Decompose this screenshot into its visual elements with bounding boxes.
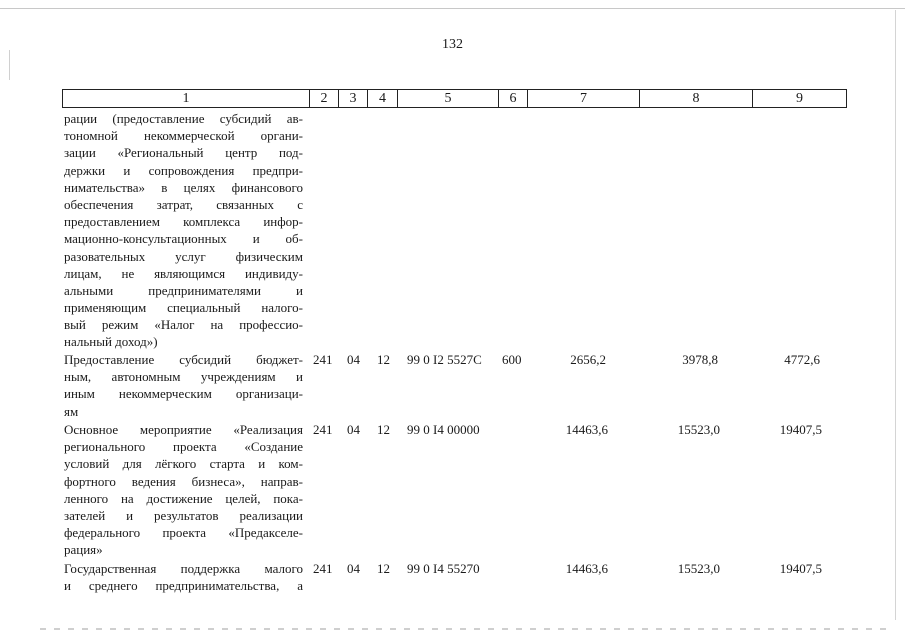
text-line: применяющим специальный налого- [64, 300, 303, 316]
cell-col-9: 4772,6 [784, 352, 820, 367]
text-line: иным некоммерческим организаци- [64, 386, 303, 402]
text-line: фортного ведения бизнеса», направ- [64, 473, 303, 489]
row-description [64, 421, 303, 559]
header-col-2: 2 [310, 90, 339, 107]
cell-col-5: 99 0 I2 5527C [407, 352, 482, 367]
cell-col-9: 19407,5 [779, 561, 822, 576]
cell-col-7: 14463,6 [565, 561, 608, 576]
cell-col-2: 241 [313, 422, 333, 437]
text-line: мационно-консультационных и об- [64, 231, 303, 247]
text-line: условий для лёгкого старта и ком- [64, 456, 303, 472]
cell-col-3: 04 [347, 561, 360, 576]
scan-edge-top [0, 8, 905, 9]
text-line: федерального проекта «Предакселе- [64, 525, 303, 541]
row-description [64, 351, 303, 420]
cell-col-9: 19407,5 [779, 422, 822, 437]
cell-col-3: 04 [347, 422, 360, 437]
header-col-9: 9 [796, 91, 803, 106]
text-line: рация» [64, 542, 103, 558]
header-col-6: 6 [499, 90, 528, 107]
continuation-text [64, 110, 303, 351]
text-line: нимательства» в целях финансового [64, 179, 303, 195]
header-col-5: 5 [398, 90, 499, 107]
cell-col-6: 600 [502, 352, 522, 367]
text-line: зателей и результатов реализации [64, 507, 303, 523]
scan-edge-right [895, 10, 896, 620]
cell-col-8: 15523,0 [677, 422, 720, 437]
text-line: разовательных услуг физическим [64, 248, 303, 264]
text-line: держки и сопровождения предпри- [64, 162, 303, 178]
text-line: нальный доход») [64, 334, 158, 350]
text-line: ным, автономным учреждениям и [64, 369, 303, 385]
cell-col-8: 3978,8 [682, 352, 718, 367]
page-number: 132 [442, 37, 463, 52]
text-line: лицам, не являющимся индивиду- [64, 265, 303, 281]
cell-col-5: 99 0 I4 00000 [407, 422, 480, 437]
cell-col-4: 12 [377, 352, 390, 367]
text-line: ленного на достижение целей, пока- [64, 490, 303, 506]
scan-mark-left [9, 50, 10, 80]
text-line: тономной некоммерческой органи- [64, 128, 303, 144]
text-line: зации «Региональный центр под- [64, 145, 303, 161]
text-line: регионального проекта «Создание [64, 439, 303, 455]
text-line: Предоставление субсидий бюджет- [64, 352, 303, 367]
cell-col-8: 15523,0 [677, 561, 720, 576]
header-col-3: 3 [339, 90, 368, 107]
text-line: альными предпринимателями и [64, 282, 303, 298]
cell-col-4: 12 [377, 422, 390, 437]
cell-col-5: 99 0 I4 55270 [407, 561, 480, 576]
text-line: Основное мероприятие «Реализация [64, 422, 303, 437]
scan-edge-bottom [40, 628, 890, 630]
table-header [62, 89, 847, 108]
text-line: и среднего предпринимательства, а [64, 578, 303, 594]
cell-col-2: 241 [313, 352, 333, 367]
header-col-1: 1 [63, 90, 310, 107]
text-line: рации (предоставление субсидий ав- [64, 111, 303, 126]
header-col-4: 4 [368, 90, 398, 107]
cell-col-3: 04 [347, 352, 360, 367]
header-col-7: 7 [528, 90, 640, 107]
header-col-8: 8 [640, 90, 753, 107]
text-line: вый режим «Налог на профессио- [64, 317, 303, 333]
text-line: Государственная поддержка малого [64, 561, 303, 576]
cell-col-2: 241 [313, 561, 333, 576]
text-line: предоставлением комплекса инфор- [64, 214, 303, 230]
cell-col-7: 14463,6 [565, 422, 608, 437]
cell-col-7: 2656,2 [570, 352, 606, 367]
text-line: ям [64, 403, 79, 419]
cell-col-4: 12 [377, 561, 390, 576]
row-description [64, 560, 303, 594]
text-line: обеспечения затрат, связанных с [64, 196, 303, 212]
